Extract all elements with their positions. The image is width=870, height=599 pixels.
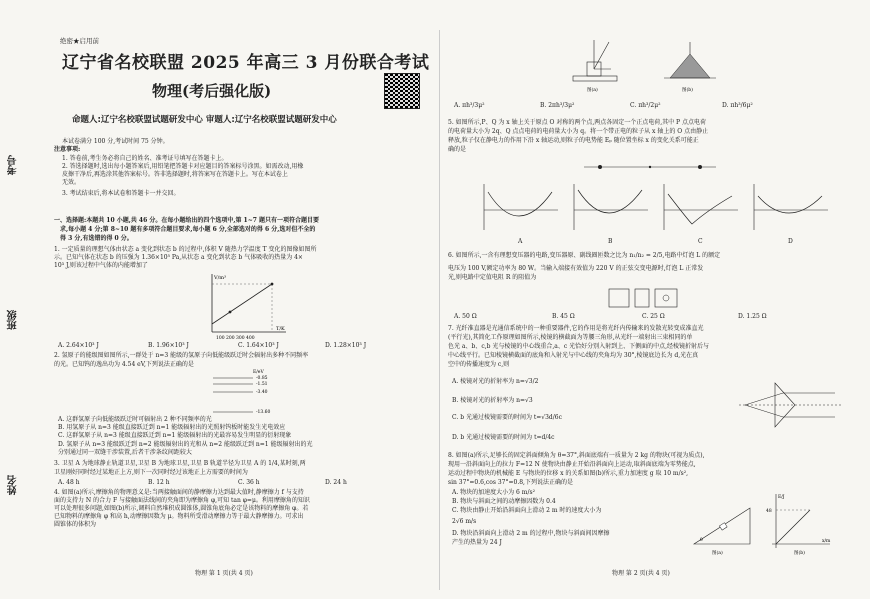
option-d: D. 24 h xyxy=(325,479,347,486)
option-a: A. 50 Ω xyxy=(454,313,477,320)
question-text: 4. 如图(a)所示,摩擦角的物理意义是:当两接触面间的静摩擦力达到最大值时,静摩擦力 f 与支持 xyxy=(54,489,304,496)
section-heading: 求,每小题 4 分;第 8~10 题有多项符合题目要求,每小题 6 分,全部选对的得 6 分,选对但不全的 xyxy=(60,226,316,233)
option-c: C. b 光通过棱镜需要的时间为 t=√3d/6c xyxy=(452,414,562,421)
option-d: D. 物块沿斜面向上滑动 2 m 的过程中,物块与斜面间因摩擦 xyxy=(452,530,610,537)
question-text: 10³ J,则该过程中气体的内能增加了 xyxy=(54,262,148,269)
question-text: 面的支持力 N 的合力 F 与接触面法线间的夹角即为摩擦角 φ,可知 tan φ=μ。利用摩擦角的知识 xyxy=(54,497,310,504)
question-text: 2. 氢原子的能级图如图所示,一群处于 n=3 能级的氢原子向低能级跃迁时会辐射出多种不同频率 xyxy=(54,352,309,359)
graph-tick: 48 xyxy=(766,509,772,514)
energy-level-diagram xyxy=(205,368,285,416)
option-a: A. 棱镜对光的折射率为 n=√3/2 xyxy=(452,378,539,385)
option-d: D. πh³/6μ² xyxy=(722,102,753,109)
level-label: -0.85 xyxy=(256,376,268,381)
option-b: B. 45 Ω xyxy=(552,313,575,320)
vt-graph xyxy=(200,270,290,340)
level-label: -3.40 xyxy=(256,390,268,395)
footer-page-2: 物理 第 2 页(共 4 页) xyxy=(612,570,670,577)
question-text: 示。已知气体在状态 b 的压强为 1.36×10⁵ Pa,从状态 a 变化到状态 b 气体吸收的热量为 4× xyxy=(54,254,303,261)
graph-ticks: 100 200 300 400 xyxy=(216,336,255,340)
angle-label: θ xyxy=(700,538,703,543)
note-line: 1. 答卷前,考生务必将自己的姓名、准考证号填写在答题卡上。 xyxy=(62,155,228,162)
charges-axis-figure xyxy=(580,155,720,179)
side-label-kaohao: 考号 xyxy=(8,155,19,175)
question-text: 电压为 100 V,额定功率为 80 W。当输入端接有效值为 220 V 的正弦交变电源时,灯泡 L 正常发 xyxy=(448,265,704,272)
note-line: 3. 考试结束后,将本试卷和答题卡一并交回。 xyxy=(62,190,180,197)
option-d-cont: 分别通过同一双缝干涉装置,后者干涉条纹间距较大 xyxy=(58,449,192,456)
option-b: B xyxy=(608,238,613,245)
option-b: B. 1.96×10³ J xyxy=(148,342,189,349)
option-c: C. 36 h xyxy=(238,479,260,486)
option-b: B. 物块与斜面之间的动摩擦因数为 0.4 xyxy=(452,498,556,505)
figure-caption: 图(a) xyxy=(712,551,723,556)
option-a: A xyxy=(518,238,523,245)
question-text: 卫星刚好同时经过某地正上方,则下一次同时经过该地正上方需要的时间为 xyxy=(54,469,248,476)
option-b: B. 棱镜对光的折射率为 n=√3 xyxy=(452,397,533,404)
question-text: 运动过程中物块的机械能 E 与物块的位移 x 的关系如图(b)所示,重力加速度 g 取 10 m/s², xyxy=(448,470,689,477)
friction-angle-figure-a xyxy=(565,36,625,94)
qr-code-image xyxy=(384,73,420,109)
graph-xlabel: T/K xyxy=(276,326,285,332)
option-c: C. 1.64×10³ J xyxy=(238,342,279,349)
option-d: D. 1.28×10³ J xyxy=(325,342,367,349)
option-d: D. b 光通过棱镜需要的时间为 t=d/4c xyxy=(452,434,555,441)
transformer-circuit xyxy=(605,283,685,313)
section-heading: 一、选择题:本题共 10 小题,共 46 分。在每小题给出的四个选项中,第 1~7 题只有一项符合题目要 xyxy=(54,217,320,224)
subject-title: 物理(考后强化版) xyxy=(152,82,272,100)
level-label: -13.60 xyxy=(256,410,271,415)
option-c: C. πh³/2μ² xyxy=(630,102,661,109)
note-line: 皮擦干净后,再选涂其他答案标号。答非选择题时,将答案写在答题卡上。写在本试卷上 xyxy=(62,171,288,178)
option-a: A. 2.64×10³ J xyxy=(58,342,99,349)
figure-caption: 图(b) xyxy=(794,551,805,556)
section-heading: 得 3 分,有选错的得 0 分。 xyxy=(60,235,133,242)
question-text: 空中的传播速度为 c,则 xyxy=(448,361,510,368)
question-text: 的光。已知钨的逸出功为 4.54 eV,下列说法正确的是 xyxy=(54,361,194,368)
question-text: 释放,粒子仅在静电力的作用下沿 x 轴运动,则粒子的电势能 Eₚ 随位置坐标 x 的变化关系可能正 xyxy=(448,137,699,144)
question-text: 5. 如图所示,P、Q 为 x 轴上关于原点 O 对称的两个点,两点各固定一个正点电荷,其中 P 点点电荷 xyxy=(448,119,707,126)
option-c: C. 物块由静止开始沿斜面向上滑动 2 m 时的速度大小为 xyxy=(452,507,602,514)
ep-x-graphs xyxy=(478,180,838,240)
footer-page-1: 物理 第 1 页(共 4 页) xyxy=(195,570,253,577)
question-text: 1. 一定质量的理想气体由状态 a 变化到状态 b 的过程中,体积 V 随热力学温度 T 变化的图像如图所 xyxy=(54,246,317,253)
question-text: 中心线平行。已知棱镜横截面的底角和入射光与中心线的夹角均为 30°,棱镜底边长为 d,光在真 xyxy=(448,352,699,359)
question-text: 8. 如图(a)所示,足够长的固定斜面倾角为 θ=37°,斜面底端有一质量为 2 kg 的物块(可视为质点), xyxy=(448,452,705,459)
option-d: D. 氢原子从 n=3 能级跃迁到 n=2 能级辐射出的光和从 n=2 能级跃迁到 n=1 能级辐射出的光 xyxy=(58,441,313,448)
question-text: 光,则电路中定值电阻 R 的阻值为 xyxy=(448,274,537,281)
question-text: 确的是 xyxy=(448,146,467,153)
side-label-banji: 班级 xyxy=(8,310,19,330)
question-text: 圆锥体的体积为 xyxy=(54,521,97,528)
figure-caption: 图(a) xyxy=(587,88,598,93)
figure-caption: 图(b) xyxy=(682,88,693,93)
question-text: 的电荷量大小为 2q、Q 点点电荷的电荷量大小为 q。将一个带正电的粒子从 x 轴上的 O 点由静止 xyxy=(448,128,709,135)
note-line: 2. 答选择题时,选出每小题答案后,用铅笔把答题卡对应题目的答案标号涂黑。如需改动,用橡 xyxy=(62,163,304,170)
exam-info: 本试卷满分 100 分,考试时间 75 分钟。 xyxy=(62,138,169,145)
question-text: 已知物料的摩擦角 φ 和高 h,动摩擦因数为 μ。物料所受滑动摩擦力等于最大静摩擦力。可求出 xyxy=(54,513,304,520)
option-d: D. 1.25 Ω xyxy=(738,313,767,320)
pile-figure-b xyxy=(660,40,720,94)
option-a: A. 48 h xyxy=(58,479,80,486)
option-a: A. 这群氢原子向低能级跃迁时可辐射出 2 种不同频率的光 xyxy=(58,416,212,423)
question-text: 色光 a、b、c,b 光与棱镜的中心线重合,a、c 光恰好分别入射到上、下侧面的中点,经棱镜折射后与 xyxy=(448,343,710,350)
option-c-cont: 2√6 m/s xyxy=(452,518,477,525)
graph-xlabel: x/m xyxy=(822,539,831,544)
option-c: C. 25 Ω xyxy=(642,313,665,320)
question-text: 3. 卫星 A 为地球静止轨道卫星,卫星 B 为地球卫星,卫星 B 轨道半径为卫星 A 的 1/4,某时刻,两 xyxy=(54,460,306,467)
option-c: C xyxy=(698,238,703,245)
prism-figure xyxy=(735,375,845,435)
option-a: A. 物块的加速度大小为 6 m/s² xyxy=(452,489,535,496)
process-line xyxy=(212,284,272,324)
note-line: 无效。 xyxy=(62,179,81,186)
question-text: 可以处理很多问题,如图(b)所示,调料自然堆积成圆锥体,圆锥角底角必定是该物料的摩擦角 φ。若 xyxy=(54,505,309,512)
side-label-xingming: 姓名 xyxy=(8,475,19,495)
option-b: B. 12 h xyxy=(148,479,170,486)
option-a: A. πh³/3μ² xyxy=(454,102,485,109)
question-text: 现用一沿斜面向上的拉力 F=12 N 使物块由静止开始沿斜面向上运动,取斜面底端为零势能点, xyxy=(448,461,696,468)
secret-label: 绝密★启用前 xyxy=(60,37,99,45)
graph-ylabel: V/m³ xyxy=(214,275,227,281)
option-c: C. 这群氢原子从 n=3 能级直接跃迁到 n=1 能级辐射出的光最容易发生明显的衍射现象 xyxy=(58,432,292,439)
option-b: B. 用氢原子从 n=3 能级直接跃迁到 n=1 能级辐射出的光照射钨板时能发生光电效应 xyxy=(58,424,286,431)
graph-ylabel: E/J xyxy=(778,495,785,500)
option-d-cont: 产生的热量为 24 J xyxy=(452,539,502,546)
exam-title: 辽宁省名校联盟 2025 年高三 3 月份联合考试 xyxy=(62,53,430,73)
question-text: sin 37°=0.6,cos 37°=0.8,下列说法正确的是 xyxy=(448,479,573,486)
authors-line: 命题人:辽宁名校联盟试题研发中心 审题人:辽宁名校联盟试题研发中心 xyxy=(72,115,337,125)
level-label: -1.51 xyxy=(256,382,268,387)
incline-figures xyxy=(690,488,840,556)
question-text: 6. 如图所示,一含有理想变压器的电路,变压器原、副线圈匝数之比为 n₁/n₂ = 2/5,电路中灯泡 L 的额定 xyxy=(448,252,721,259)
question-text: (平行光),其简化工作原理如图所示,棱镜的横截面为等腰三角形,从光纤一端射出三束相同的单 xyxy=(448,334,693,341)
question-text: 7. 光纤准直器是光通信系统中的一种重要器件,它的作用是将光纤内传输来的发散光转变成准直光 xyxy=(448,325,704,332)
option-b: B. 2πh³/3μ² xyxy=(540,102,575,109)
page-divider xyxy=(439,30,440,590)
notes-title: 注意事项: xyxy=(54,146,81,153)
option-d: D xyxy=(788,238,793,245)
level-axis-label: E/eV xyxy=(253,370,264,375)
